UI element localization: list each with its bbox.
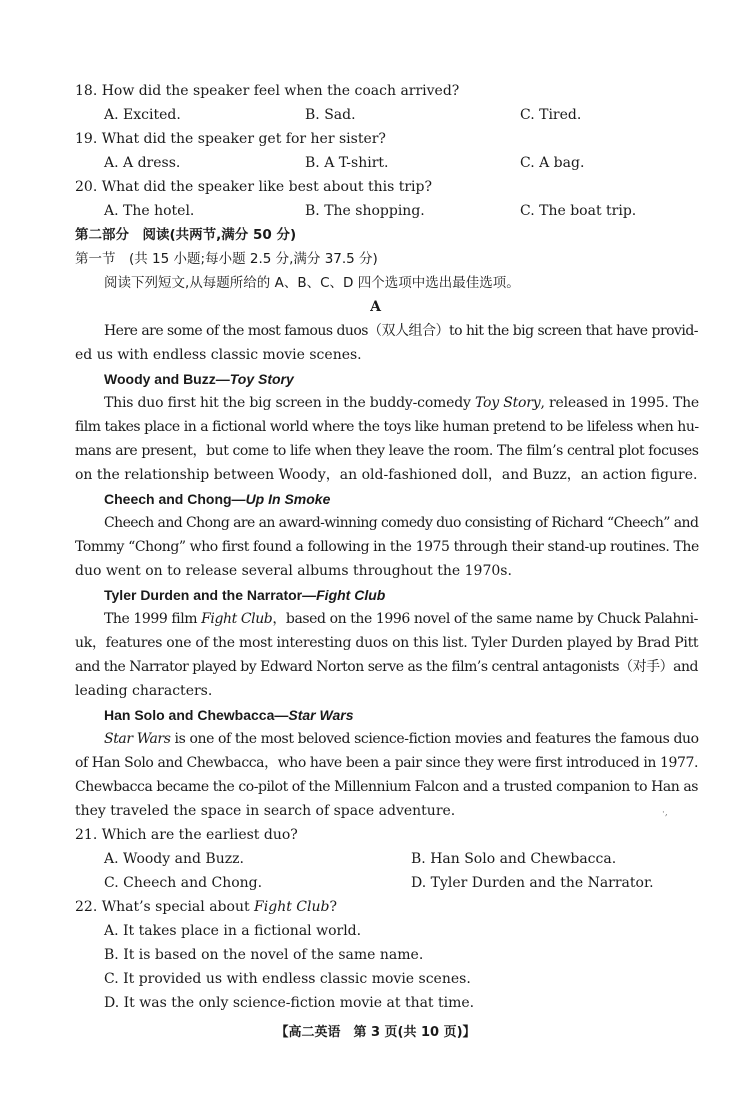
q21-option-c: C. Cheech and Chong. [104, 875, 263, 891]
q21-option-b: B. Han Solo and Chewbacca. [411, 851, 617, 867]
star-wars-line-3: Chewbacca became the co-pilot of the Millennium Falcon and a trusted companion to Han as [75, 779, 698, 795]
q20-option-b: B. The shopping. [305, 203, 425, 219]
q18-option-a: A. Excited. [104, 107, 181, 123]
q22-option-a: A. It takes place in a fictional world. [104, 923, 362, 939]
q19-option-a: A. A dress. [104, 155, 181, 171]
star-wars-line-1: Star Wars is one of the most beloved science-fiction movies and features the famous duo [104, 731, 699, 747]
q21-option-d: D. Tyler Durden and the Narrator. [411, 875, 654, 891]
reading-instruction: 阅读下列短文,从每题所给的 A、B、C、D 四个选项中选出最佳选项。 [104, 275, 520, 291]
intro-line-1: Here are some of the most famous duos（双人组合）to hit the big screen that have provid- [104, 323, 698, 339]
part2-heading: 第二部分 阅读(共两节,满分 50 分) [75, 227, 297, 243]
page-footer: 【高二英语 第 3 页(共 10 页)】 [275, 1025, 476, 1040]
q20-stem: 20. What did the speaker like best about this trip? [75, 179, 432, 195]
q21-option-a: A. Woody and Buzz. [104, 851, 244, 867]
up-in-smoke-line-1: Cheech and Chong are an award-winning comedy duo consisting of Richard “Cheech” and [104, 515, 699, 531]
fight-club-line-1: The 1999 film Fight Club，based on the 1996 novel of the same name by Chuck Palahni- [104, 611, 698, 627]
q19-stem: 19. What did the speaker get for her sister? [75, 131, 386, 147]
star-wars-line-2: of Han Solo and Chewbacca，who have been a pair since they were first introduced in 1977. [75, 755, 698, 771]
q22-option-c: C. It provided us with endless classic movie scenes. [104, 971, 471, 987]
toy-story-line-1: This duo first hit the big screen in the buddy-comedy Toy Story, released in 1995. The [104, 395, 699, 411]
fight-club-line-4: leading characters. [75, 683, 213, 699]
q21-stem: 21. Which are the earliest duo? [75, 827, 298, 843]
q20-option-a: A. The hotel. [104, 203, 195, 219]
fight-club-line-2: uk，features one of the most interesting duos on this list. Tyler Durden played by Brad Pitt [75, 635, 699, 651]
q22-option-b: B. It is based on the novel of the same name. [104, 947, 424, 963]
section-heading-toy-story: Woody and Buzz—Toy Story [104, 371, 294, 387]
q22-stem: 22. What’s special about Fight Club? [75, 899, 337, 915]
q19-option-b: B. A T-shirt. [305, 155, 389, 171]
q20-option-c: C. The boat trip. [520, 203, 637, 219]
up-in-smoke-line-3: duo went on to release several albums throughout the 1970s. [75, 563, 512, 579]
up-in-smoke-line-2: Tommy “Chong” who first found a following in the 1975 through their stand-up routines. The [75, 539, 699, 555]
q18-option-c: C. Tired. [520, 107, 582, 123]
q18-stem: 18. How did the speaker feel when the coach arrived? [75, 83, 460, 99]
q19-option-c: C. A bag. [520, 155, 585, 171]
section-heading-fight-club: Tyler Durden and the Narrator—Fight Club [104, 587, 386, 603]
section-heading-up-in-smoke: Cheech and Chong—Up In Smoke [104, 491, 331, 507]
scan-speck-decoration: ·, [662, 808, 668, 818]
toy-story-line-4: on the relationship between Woody，an old-fashioned doll，and Buzz，an action figure. [75, 467, 698, 483]
q18-option-b: B. Sad. [305, 107, 356, 123]
intro-line-2: ed us with endless classic movie scenes. [75, 347, 362, 363]
toy-story-line-3: mans are present，but come to life when they leave the room. The film’s central plot focuses [75, 443, 699, 459]
q22-option-d: D. It was the only science-fiction movie at that time. [104, 995, 475, 1011]
fight-club-line-3: and the Narrator played by Edward Norton serve as the film’s central antagonists（对手）and [75, 659, 698, 675]
toy-story-line-2: film takes place in a fictional world where the toys like human pretend to be lifeless when hu- [75, 419, 699, 435]
star-wars-line-4: they traveled the space in search of space adventure. [75, 803, 456, 819]
passage-letter: A [370, 299, 381, 315]
section-heading-star-wars: Han Solo and Chewbacca—Star Wars [104, 707, 354, 723]
section1-heading: 第一节 (共 15 小题;每小题 2.5 分,满分 37.5 分) [75, 251, 378, 267]
